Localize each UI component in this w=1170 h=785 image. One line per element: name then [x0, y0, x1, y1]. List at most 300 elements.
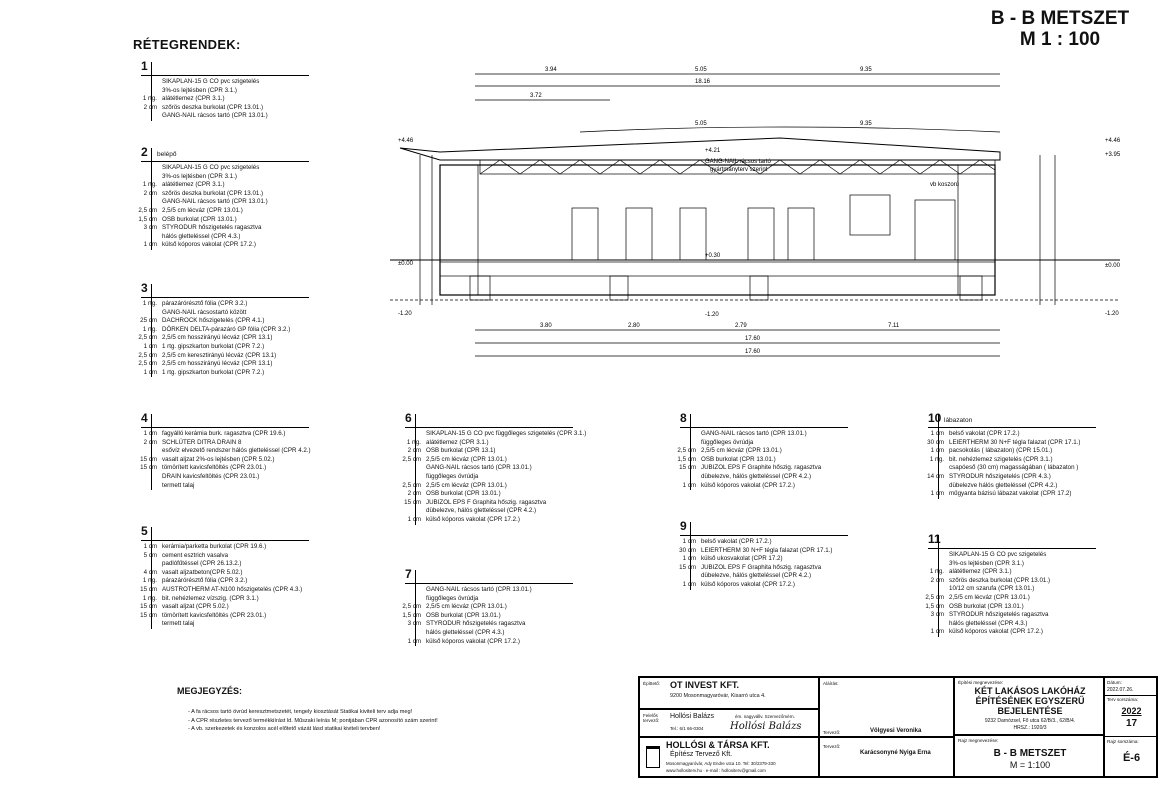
layer-row — [916, 456, 1080, 465]
layer-thickness: 2 cm — [930, 576, 944, 584]
layer-row — [916, 473, 1080, 482]
layer-thickness: 2,5 cm — [138, 206, 157, 214]
layer-thickness: 15 cm — [679, 563, 696, 571]
layer-row — [916, 482, 1080, 491]
layer-material: STYRODUR hőszigetelés (CPR 4.3.) — [949, 472, 1051, 480]
layer-row — [129, 482, 311, 491]
layer-row — [393, 629, 532, 638]
layer-row — [129, 164, 268, 173]
layer-thickness: 15 cm — [140, 455, 157, 463]
layer-row — [393, 612, 532, 621]
level-left: ±0.00 — [398, 261, 413, 267]
layer-row — [129, 543, 302, 552]
level-right: ±0.00 — [1105, 263, 1120, 269]
layer-thickness — [393, 464, 426, 473]
layer-thickness — [393, 430, 426, 439]
layer-thickness — [129, 560, 162, 569]
layer-material: LEIERTHERM 30 N+F tégla falazat (CPR 17.1.) — [701, 546, 833, 554]
dim-bottom: 2.79 — [735, 323, 747, 329]
layer-row — [129, 352, 290, 361]
layer-row — [668, 547, 832, 556]
layer-rule — [928, 548, 1096, 549]
layer-thickness: 1 cm — [407, 637, 421, 645]
layer-row — [916, 620, 1050, 629]
layer-rule — [141, 161, 309, 162]
layer-material: alátétlemez (CPR 3.1.) — [162, 95, 225, 103]
layer-row — [916, 490, 1080, 499]
layer-material: GANG-NAIL rácsos tartó (CPR 13.01.) — [701, 430, 807, 437]
layers-heading: RÉTEGRENDEK: — [133, 37, 241, 52]
layer-row — [129, 586, 302, 595]
layer-row — [129, 309, 290, 318]
tb-firm-sub: Építész Tervező Kft. — [670, 751, 733, 758]
layer-material: alátétlemez (CPR 3.1.) — [162, 181, 225, 189]
layer-label: lábazaton — [944, 417, 973, 424]
tb-label: Rajz sorszáma: — [1107, 739, 1139, 744]
layer-material: hálós glettelés​sel (CPR 4.3.) — [949, 619, 1028, 627]
layer-row — [129, 104, 268, 113]
layer-row — [393, 464, 586, 473]
tb-employer-addr: 9200 Mosonmagyaróvár, Kisarró utca 4. — [670, 693, 766, 699]
tb-sheet-scale: M = 1:100 — [1009, 760, 1051, 770]
layer-rows — [129, 543, 302, 629]
tb-label: Terv sorszáma: — [1107, 697, 1139, 702]
level-right: +3.95 — [1105, 152, 1121, 158]
layer-rows — [668, 430, 821, 490]
layer-row — [668, 430, 821, 439]
tb-label: Tervező: — [823, 730, 841, 735]
layer-row — [393, 456, 586, 465]
layer-row — [393, 439, 586, 448]
layer-thickness: 3 cm — [407, 620, 421, 628]
layer-material: 2,5/5 cm hosszirányú lécváz (CPR 13.1) — [162, 334, 273, 342]
layer-row — [129, 224, 268, 233]
layer-number: 5 — [141, 524, 148, 538]
layer-material: 1 rtg. gipszkarton burkolat (CPR 7.2.) — [162, 368, 265, 376]
layer-row — [129, 577, 302, 586]
layer-thickness: 1 rtg. — [142, 95, 157, 103]
layer-number: 4 — [141, 411, 148, 425]
tb-label: Aláírás: — [823, 681, 839, 686]
layer-material: GANG-NAIL rácsos tartó (CPR 13.01.) — [426, 464, 532, 472]
tb-tervezo-1: Völgyesi Veronika — [870, 728, 922, 734]
layer-material: SIKAPLAN-15 G CO pvc szigetelés — [162, 78, 260, 85]
tb-divider — [1105, 695, 1158, 696]
layer-material: függőleges övrúdja — [426, 594, 479, 602]
layer-rule — [141, 540, 309, 541]
layer-row — [129, 439, 311, 448]
layer-material: vasalt aljzat (CPR 5.02.) — [162, 603, 229, 611]
layer-material: dübelezve hálós glettelés​sel (CPR 4.2.) — [949, 481, 1058, 489]
layer-material: SCHLÜTER DITRA DRAIN 8 — [162, 438, 242, 446]
layer-thickness: 2,5 cm — [677, 447, 696, 455]
layer-row — [129, 300, 290, 309]
layer-thickness: 2,5 cm — [138, 351, 157, 359]
layer-material: 2,5/5 cm lécváz (CPR 13.01.) — [426, 603, 507, 611]
layer-rows — [129, 300, 290, 377]
layer-row — [393, 447, 586, 456]
tb-tervezo — [819, 728, 954, 777]
layer-thickness — [916, 464, 949, 473]
tb-designer-reg: ém. nagyvállv. Szervezőmérn. — [735, 714, 795, 719]
layer-thickness: 30 cm — [679, 546, 696, 554]
layer-material: 3%-os lejtésben (CPR 3.1.) — [162, 86, 237, 94]
layer-thickness: 1 cm — [930, 430, 944, 437]
layer-material: belső vakolat (CPR 17.2.) — [701, 538, 772, 545]
layer-material: DACHROCK hőszigetelés (CPR 4.1.) — [162, 317, 265, 325]
layer-thickness — [916, 551, 949, 560]
layer-row — [916, 611, 1050, 620]
layer-row — [129, 560, 302, 569]
vb-label: vb koszorú — [930, 182, 960, 188]
layer-material: szőrös deszka burkolat (CPR 13.01.) — [162, 103, 264, 111]
dim-bottom: 2.80 — [628, 323, 640, 329]
layer-row — [129, 216, 268, 225]
dim-bottom: 3.80 — [540, 323, 552, 329]
layer-thickness: 4 cm — [143, 568, 157, 576]
tb-plan-no: 17 — [1125, 718, 1138, 729]
layer-material: 2,5/5 cm lécváz (CPR 13.01.) — [162, 206, 243, 214]
layer-row — [393, 490, 586, 499]
layer-rule — [141, 427, 309, 428]
layer-material: STYRODUR hőszigetelés ragasztva — [426, 620, 526, 628]
section-drawing — [360, 60, 1140, 380]
layer-material: esővíz elvezető rendszer hálós glettelés​sel (CPR 4.2.) — [162, 447, 311, 455]
layer-thickness: 15 cm — [140, 464, 157, 472]
layer-thickness — [393, 507, 426, 516]
tb-meta — [1104, 677, 1157, 777]
layer-thickness — [129, 620, 162, 629]
layer-number: 7 — [405, 567, 412, 581]
layer-row — [129, 569, 302, 578]
layer-material: cement esztrich vasalva — [162, 551, 229, 559]
layer-material: hálós glettelés​sel (CPR 4.3.) — [426, 628, 505, 636]
level-interior: +0.30 — [705, 253, 721, 259]
layer-material: 3%-os lejtésben (CPR 3.1.) — [949, 559, 1024, 567]
layer-material: 3%-os lejtésben (CPR 3.1.) — [162, 172, 237, 180]
layer-material: bit. nehézlemez vízszig. (CPR 3.1.) — [162, 594, 259, 602]
notes-title: MEGJEGYZÉS: — [177, 686, 243, 696]
layer-thickness — [129, 447, 162, 456]
layer-thickness: 2,5 cm — [138, 334, 157, 342]
layer-material: OSB burkolat (CPR 13.01.) — [701, 455, 776, 463]
layer-row — [393, 430, 586, 439]
tb-project-1: KÉT LAKÁSOS LAKÓHÁZ — [974, 686, 1086, 696]
layer-row — [393, 482, 586, 491]
layer-row — [393, 595, 532, 604]
layer-thickness: 1 rtg. — [142, 300, 157, 307]
layer-row — [129, 369, 290, 378]
dim-top: 3.94 — [545, 67, 557, 73]
layer-row — [916, 628, 1050, 637]
level-right: +4.46 — [1105, 138, 1121, 144]
layer-row — [129, 360, 290, 369]
layer-number: 6 — [405, 411, 412, 425]
notes-list — [188, 708, 438, 734]
layer-thickness: 1,5 cm — [138, 215, 157, 223]
layer-thickness: 15 cm — [140, 603, 157, 611]
layer-material: külső kóporos vakolat (CPR 17.2.) — [949, 628, 1043, 636]
layer-thickness: 25 cm — [140, 317, 157, 325]
layer-thickness: 1 cm — [143, 543, 157, 550]
layer-material: termett talaj — [162, 620, 195, 628]
truss-label: GANG-NAIL rácsos tartó — [705, 159, 771, 165]
tb-drawing-no: É-6 — [1122, 752, 1141, 764]
level-left: -1.20 — [398, 311, 412, 317]
tb-designer — [639, 709, 819, 737]
layer-rows — [129, 78, 268, 121]
layer-thickness — [916, 482, 949, 491]
layer-number: 9 — [680, 519, 687, 533]
layer-thickness: 1 cm — [682, 538, 696, 545]
layer-rule — [141, 297, 309, 298]
layer-thickness: 2,5 cm — [402, 455, 421, 463]
layer-thickness: 2 cm — [143, 438, 157, 446]
layer-thickness — [668, 430, 701, 439]
layer-row — [393, 620, 532, 629]
layer-thickness: 1,5 cm — [925, 602, 944, 610]
layer-material: külső ukosvakolat (CPR 17.2) — [701, 555, 783, 563]
layer-material: vasalt aljzat 2%-os lejtésben (CPR 5.02.) — [162, 455, 275, 463]
layer-material: szőrös deszka burkolat (CPR 13.01.) — [949, 576, 1051, 584]
tb-employer-name: OT INVEST KFT. — [670, 680, 740, 690]
layer-rule — [680, 427, 848, 428]
layer-row — [129, 612, 302, 621]
layer-row — [916, 560, 1050, 569]
dim-top: 3.72 — [530, 93, 542, 99]
layer-material: 2,5/5 cm lécváz (CPR 13.01.) — [426, 481, 507, 489]
layer-thickness: 15 cm — [679, 464, 696, 472]
tb-project-3: BEJELENTÉSE — [997, 706, 1063, 716]
layer-row — [129, 447, 311, 456]
layer-thickness: 15 cm — [140, 611, 157, 619]
layer-thickness: 1 rtg. — [142, 181, 157, 189]
layer-material: függőleges övrúdja — [701, 438, 754, 446]
layer-row — [129, 620, 302, 629]
layer-material: csapóeső (30 cm) magasságában ( lábazaton ) — [949, 464, 1079, 472]
layer-material: tömörített kavicsfeltöltés (CPR 23.01.) — [162, 464, 267, 472]
layer-thickness: 1 rtg. — [929, 568, 944, 576]
layer-number: 3 — [141, 281, 148, 295]
layer-label: belépő — [157, 151, 177, 158]
layer-row — [393, 638, 532, 647]
layer-row — [916, 577, 1050, 586]
layer-thickness — [393, 473, 426, 482]
layer-row — [916, 585, 1050, 594]
layer-row — [129, 464, 311, 473]
layer-thickness: 1 cm — [143, 368, 157, 376]
drawing-title — [985, 8, 1135, 50]
layer-material: OSB burkolat (CPR 13.01.) — [426, 611, 501, 619]
drawing-title-text: B - B METSZET — [990, 8, 1130, 29]
layer-material: AUSTROTHERM AT-N100 hőszigetelés (CPR 4.3.) — [162, 585, 303, 593]
layer-material: külső kóporos vakolat (CPR 17.2.) — [701, 580, 795, 588]
layer-material: JUBIZOL EPS F Graphite hőszig. ragasztva — [701, 464, 822, 472]
layer-thickness: 1 rtg. — [929, 455, 944, 463]
layer-thickness: 1 cm — [682, 580, 696, 588]
layer-rows — [916, 430, 1080, 499]
tb-firm — [639, 737, 819, 777]
layer-thickness: 1 cm — [143, 241, 157, 249]
tb-label: Rajz megnevezése: — [958, 738, 999, 743]
layer-row — [916, 594, 1050, 603]
layer-material: műgyanta bázisú lábazat vakolat (CPR 17.2) — [949, 490, 1072, 498]
layer-row — [129, 87, 268, 96]
tb-sheet-title: B - B METSZET — [993, 748, 1067, 759]
layer-row — [916, 551, 1050, 560]
layer-row — [668, 572, 832, 581]
layer-row — [129, 430, 311, 439]
level-left: +4.46 — [398, 138, 414, 144]
layer-thickness: 2 cm — [143, 189, 157, 197]
layer-material: padlófűtéssel (CPR 26.13.2.) — [162, 560, 242, 568]
layer-material: alátétlemez (CPR 3.1.) — [426, 438, 489, 446]
layer-thickness: 2,5 cm — [925, 593, 944, 601]
layer-thickness: 1 cm — [143, 342, 157, 350]
layer-row — [668, 464, 821, 473]
tb-designer-name: Hollósi Balázs — [670, 713, 714, 720]
layer-row — [129, 95, 268, 104]
level-interior: -1.20 — [705, 312, 719, 318]
tb-label: Építési megnevezése: — [958, 680, 1004, 685]
layer-material: dübelezve, hálós glettelés​sel (CPR 4.2.) — [701, 572, 812, 580]
layer-row — [129, 181, 268, 190]
layer-thickness: 2,5 cm — [402, 481, 421, 489]
layer-rows — [668, 538, 832, 590]
layer-material: vasalt aljzatbeton(CPR 5.02.) — [162, 568, 243, 576]
layer-row — [916, 464, 1080, 473]
tb-signature: Hollósi Balázs — [730, 721, 802, 732]
layer-rule — [405, 583, 573, 584]
layer-rule — [680, 535, 848, 536]
tb-sheet — [954, 735, 1104, 777]
layer-row — [129, 317, 290, 326]
layer-row — [668, 473, 821, 482]
layer-material: GANG-NAIL rácsos tartó (CPR 13.01.) — [426, 586, 532, 593]
layer-material: belső vakolat (CPR 17.2.) — [949, 430, 1020, 437]
level-right: -1.20 — [1105, 311, 1119, 317]
layer-thickness: 2,5 cm — [138, 360, 157, 368]
tb-designer-tel: Tel.: 6/1 66-0304 — [670, 726, 704, 731]
layer-thickness: 2 cm — [407, 447, 421, 455]
layer-material: kerámia/parketta burkolat (CPR 19.6.) — [162, 543, 267, 550]
layer-material: tömörített kavicsfeltöltés (CPR 23.01.) — [162, 611, 267, 619]
layer-row — [393, 507, 586, 516]
tb-project-addr: 9232 Darnózsel, Fő utca 62/B/3., 62/B/4. — [984, 718, 1076, 724]
layer-thickness: 3 cm — [930, 611, 944, 619]
layer-thickness: 15 cm — [140, 585, 157, 593]
layer-thickness: 1 cm — [407, 515, 421, 523]
layer-thickness: 1 cm — [930, 447, 944, 455]
layer-row — [668, 564, 832, 573]
title-block — [638, 676, 1158, 778]
layer-thickness — [916, 620, 949, 629]
level-interior: +4.21 — [705, 148, 721, 154]
layer-row — [668, 581, 832, 590]
layer-rows — [129, 164, 268, 250]
layer-thickness: 30 cm — [927, 438, 944, 446]
layer-row — [916, 430, 1080, 439]
note-item: - A vb. szerkezetek és konzolos acél előtető vázát lásd statikai kiviteli tervben! — [188, 726, 381, 732]
layer-row — [668, 538, 832, 547]
tb-label: Dátum: — [1107, 680, 1122, 685]
layer-row — [393, 603, 532, 612]
layer-thickness: 2 cm — [143, 103, 157, 111]
layer-material: párazáró​résztő fólia (CPR 3.2.) — [162, 577, 248, 585]
tb-firm-web: www.hollositerv.hu · e-mail : hollositerv@gmail.com — [666, 768, 766, 773]
layer-thickness: 1 cm — [930, 628, 944, 636]
layer-number: 8 — [680, 411, 687, 425]
layer-thickness: 5 cm — [143, 551, 157, 559]
layer-material: STYRODUR hőszigetelés ragasztva — [949, 611, 1049, 619]
dim-top: 18.16 — [695, 79, 711, 85]
layer-row — [129, 78, 268, 87]
layer-thickness: 15 cm — [404, 498, 421, 506]
layer-thickness — [668, 439, 701, 448]
drawing-scale-text: M 1 : 100 — [1019, 29, 1101, 50]
tb-label: Tervező: — [823, 744, 841, 749]
layer-row — [668, 447, 821, 456]
layer-row — [129, 233, 268, 242]
layer-material: 2,5/5 cm keresztirányú lécváz (CPR 13.1) — [162, 351, 277, 359]
layer-rows — [129, 430, 311, 490]
layer-row — [129, 173, 268, 182]
layer-thickness: 1 cm — [682, 481, 696, 489]
layer-row — [129, 326, 290, 335]
layer-material: JUBIZOL EPS F Graphita hőszig. ragasztva — [701, 563, 822, 571]
layer-material: alátétlemez (CPR 3.1.) — [949, 568, 1012, 576]
layer-thickness — [129, 198, 162, 207]
dim-top: 5.05 — [695, 121, 707, 127]
tb-divider — [1105, 736, 1158, 737]
layer-thickness — [916, 585, 949, 594]
layer-material: szőrös deszka burkolat (CPR 13.01.) — [162, 189, 264, 197]
layer-material: OSB burkolat (CPR 13.1) — [426, 447, 496, 455]
layer-material: külső kóporos vakolat (CPR 17.2.) — [701, 481, 795, 489]
layer-thickness: 1 rtg. — [142, 594, 157, 602]
layer-thickness — [129, 78, 162, 87]
layer-thickness — [129, 233, 162, 242]
tb-firm-addr: Mosonmagyaróvár, Ady Endre utca 10. Tel: 30/2379-330 — [666, 761, 776, 766]
tb-project-2: ÉPÍTÉSÉNEK EGYSZERŰ — [975, 696, 1085, 706]
layer-rows — [393, 586, 532, 646]
layer-thickness: 1 rtg. — [142, 577, 157, 585]
layer-row — [129, 190, 268, 199]
layer-rule — [405, 427, 573, 428]
layer-material: párazáró​résztő fólia (CPR 3.2.) — [162, 300, 248, 307]
layer-material: LEIERTHERM 30 N+F tégla falazat (CPR 17.1.) — [949, 438, 1081, 446]
layer-row — [393, 586, 532, 595]
layer-material: 1 rtg. gipszkarton burkolat (CPR 7.2.) — [162, 342, 265, 350]
layer-material: SIKAPLAN-15 G CO pvc szigetelés — [162, 164, 260, 171]
layer-thickness: 2 cm — [407, 490, 421, 498]
layer-row — [129, 595, 302, 604]
layer-material: hálós glettelés​sel (CPR 4.3.) — [162, 232, 241, 240]
layer-row — [668, 555, 832, 564]
layer-material: 10/12 cm szarufa (CPR 13.01.) — [949, 585, 1035, 593]
layer-material: JUBIZOL EPS F Graphita hőszig. ragasztva — [426, 498, 547, 506]
tb-tervezo-2: Karácsonyné Nyiga Erna — [860, 750, 931, 756]
layer-row — [916, 447, 1080, 456]
layer-thickness: 1 cm — [930, 490, 944, 498]
layer-thickness — [129, 87, 162, 96]
layer-material: OSB burkolat (CPR 13.01.) — [949, 602, 1024, 610]
firm-logo-icon — [646, 746, 660, 768]
tb-date: 2022.07.26. — [1107, 687, 1134, 693]
layer-row — [668, 456, 821, 465]
dim-bottom: 7.11 — [888, 323, 900, 329]
layer-rows — [916, 551, 1050, 637]
